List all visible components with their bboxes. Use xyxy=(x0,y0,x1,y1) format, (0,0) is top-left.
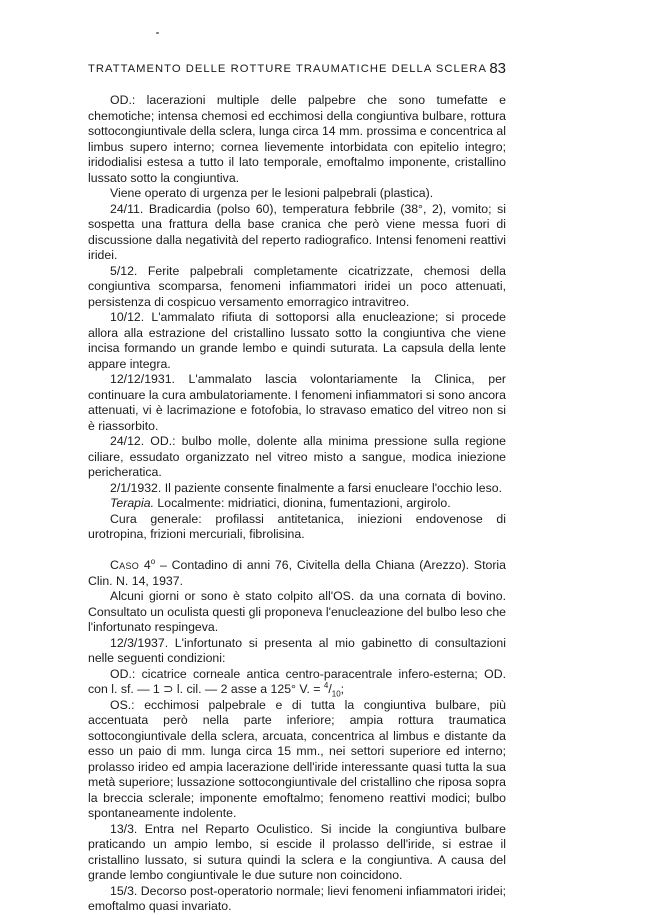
paragraph-case-heading xyxy=(88,558,506,589)
paragraph-24-12: 24/12. OD.: bulbo molle, dolente alla minima pressione sulla regione ciliare, essudato organizzato nel vitreo misto a sangue, modica iniezione pericheratica. xyxy=(88,434,506,479)
case-heading-text: – Contadino di anni 76, Civitella della Chiana (Arezzo). Storia Clin. N. 14, 1937. xyxy=(88,558,507,588)
paragraph-12-3-1937: 12/3/1937. L'infortunato si presenta al mio gabinetto di consultazioni nelle seguenti condizioni: xyxy=(88,635,506,665)
case-number: 4 xyxy=(143,558,151,572)
visus-denominator: 10 xyxy=(331,689,341,699)
paragraph-od-visus: OD.: cicatrice corneale antica centro-paracentrale infero-esterna; OD. con l. sf. — 1 ⊃ l. cil. — 2 asse a 125° V. = $^4/_{10}$; xyxy=(88,666,506,699)
paragraph-10-12: 10/12. L'ammalato rifiuta di sottoporsi alla enucleazione; si procede allora alla estrazione del cristallino lussato sotto la congiuntiva che viene incisa formando un grande lembo e quindi suturata. La capsula della lente appare integra. xyxy=(88,310,506,371)
paragraph-general-care: Cura generale: profilassi antitetanica, iniezioni endovenose di urotropina, frizioni mercuriali, fibrolisina. xyxy=(88,511,506,541)
formula-end: ; xyxy=(340,682,345,696)
visus-numerator: 4 xyxy=(323,680,329,690)
case-label: Caso xyxy=(110,558,140,572)
paragraph-12-12-1931: 12/12/1931. L'ammalato lascia volontariamente la Clinica, per continuare la cura ambulatoriamente. I fenomeni infiammatori si sono ancora attenuati, vi è lacrimazione e fotofobia, lo stravaso ematico del vitreo non si è riassorbito. xyxy=(88,372,506,433)
page-number: 83 xyxy=(489,60,506,77)
paragraph-15-3: 15/3. Decorso post-operatorio normale; lievi fenomeni infiammatori iridei; emoftalmo quasi invariato. xyxy=(88,883,506,913)
lens-formula: l. sf. — 1 ⊃ l. cil. — 2 asse a 125° V. = xyxy=(111,682,321,696)
paragraph-od-findings: OD.: lacerazioni multiple delle palpebre che sono tumefatte e chemotiche; intensa chemosi ed ecchimosi della congiuntiva bulbare, rottura sottocongiuntivale della sclera, lunga circa 14 mm. prossima e concentrica al limbus supero interno; cornea lievemente intorbidata con epitelio integro; iridodialisi estesa a tutto il lato temporale, emoftalmo imponente, cristallino lussato sotto la congiuntiva. xyxy=(88,93,506,185)
paragraph-24-11: 24/11. Bradicardia (polso 60), temperatura febbrile (38°, 2), vomito; si sospetta una frattura della base cranica che però viene messa fuori di discussione dalla negatività del reperto radiografico. Intensi fenomeni reattivi iridei. xyxy=(88,201,506,262)
page-header xyxy=(88,60,506,80)
od-visus-text: OD.: cicatrice corneale antica centro-paracentrale infero-esterna; OD. con xyxy=(88,666,506,696)
running-title: TRATTAMENTO DELLE ROTTURE TRAUMATICHE DELLA SCLERA xyxy=(88,63,487,75)
paragraph-case-history: Alcuni giorni or sono è stato colpito all'OS. da una cornata di bovino. Consultato un oculista questi gli proponeva l'enucleazione del bulbo leso che l'infortunato respingeva. xyxy=(88,589,506,634)
case-number-ordinal: o xyxy=(150,556,156,566)
body-text xyxy=(88,93,506,915)
scan-speck xyxy=(156,32,159,34)
paragraph-os-findings: OS.: ecchimosi palpebrale e di tutta la congiuntiva bulbare, più accentuata però nella parte inferiore; ampia rottura traumatica sottocongiuntivale della sclera, arcuata, concentrica al limbus e distante da esso un paio di mm. lunga circa 15 mm., nei settori superiore ed interno; prolasso irideo ed ampia lacerazione dell'iride interessante quasi tutta la sua metà superiore; lussazione sottocongiuntivale del cristallino che riposa sopra la breccia sclerale; imponente emoftalmo; fenomeno reattivi modici; bulbo spontaneamente indolente. xyxy=(88,697,506,820)
therapy-text: Localmente: midriatici, dionina, fumentazioni, argirolo. xyxy=(157,496,451,510)
therapy-label: Terapia. xyxy=(110,496,154,510)
paragraph-2-1-1932: 2/1/1932. Il paziente consente finalmente a farsi enucleare l'occhio leso. xyxy=(110,480,502,495)
paragraph-therapy xyxy=(88,496,506,512)
paragraph-urgent-operation: Viene operato di urgenza per le lesioni palpebrali (plastica). xyxy=(110,186,434,200)
paragraph-5-12: 5/12. Ferite palpebrali completamente cicatrizzate, chemosi della congiuntiva scomparsa, fenomeni infiammatori iridei un poco attenuati, persistenza di cospicuo versamento emorragico intravitreo. xyxy=(88,263,506,309)
paragraph-13-3: 13/3. Entra nel Reparto Oculistico. Si incide la congiuntiva bulbare praticando un ampio lembo, si escide il prolasso dell'iride, si estrae il cristallino lussato, si sutura quindi la sclera e la congiuntiva. A causa del grande lembo congiuntivale le due suture non coincidono. xyxy=(88,821,506,882)
